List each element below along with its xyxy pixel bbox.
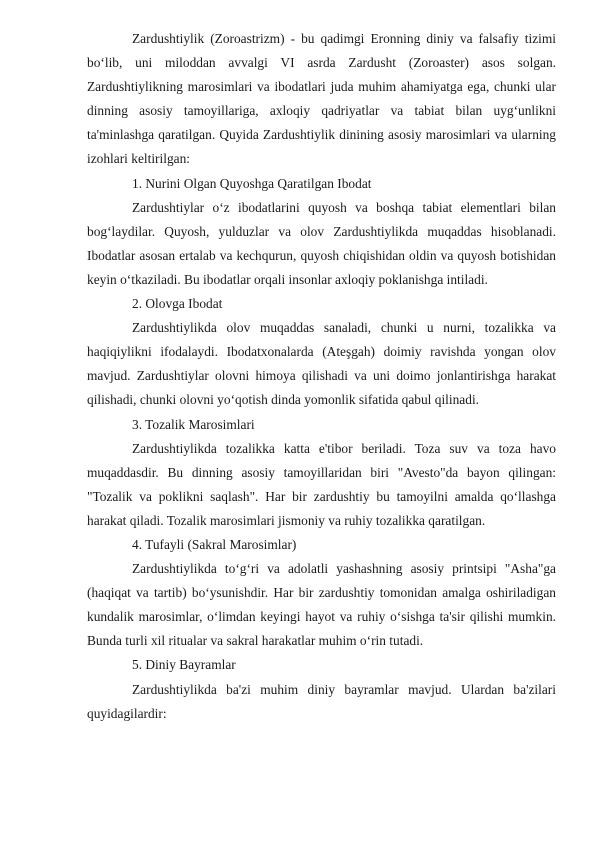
section-2-paragraph: Zardushtiylikda olov muqaddas sanaladi, chunki u nurni, tozalikka va haqiqiylikni ifodalaydi. Ibodatxonalarda (Ateşgah) doimiy ravishda yongan olov mavjud. Zardushtiylar olovni himoya qilishadi va uni doimo jonlantirishga harakat qilishadi, chunki olovni yo‘qotish dinda yomonlik sifatida qabul qilinadi. [87, 320, 556, 408]
document-body [87, 27, 556, 726]
section-5-heading: 5. Diniy Bayramlar [132, 657, 236, 673]
section-1-heading: 1. Nurini Olgan Quyoshga Qaratilgan Ibodat [132, 175, 372, 191]
section-3-heading: 3. Tozalik Marosimlari [132, 416, 255, 432]
section-1-paragraph: Zardushtiylar o‘z ibodatlarini quyosh va boshqa tabiat elementlari bilan bog‘laydilar. Quyosh, yulduzlar va olov Zardushtiylikda muqaddas hisoblanadi. Ibodatlar asosan ertalab va kechqurun, quyosh chiqishidan oldin va quyosh botishidan keyin o‘tkaziladi. Bu ibodatlar orqali insonlar axloqiy poklanishga intiladi. [87, 199, 556, 287]
intro-paragraph: Zardushtiylik (Zoroastrizm) - bu qadimgi Eronning diniy va falsafiy tizimi bo‘lib, uni miloddan avvalgi VI asrda Zardusht (Zoroaster) asos solgan. Zardushtiylikning marosimlari va ibodatlari juda muhim ahamiyatga ega, chunki ular dinning asosiy tamoyillariga, axloqiy qadriyatlar va tabiat bilan uyg‘unlikni ta'minlashga qaratilgan. Quyida Zardushtiylik dinining asosiy marosimlari va ularning izohlari keltirilgan: [87, 31, 556, 167]
section-4-paragraph: Zardushtiylikda to‘g‘ri va adolatli yashashning asosiy printsipi "Asha"ga (haqiqat va tartib) bo‘ysunishdir. Har bir zardushtiy tomonidan amalga oshiriladigan kundalik marosimlar, o‘limdan keyingi hayot va ruhiy o‘sishga ta'sir qilishi mumkin. Bunda turli xil ritualar va sakral harakatlar muhim o‘rin tutadi. [87, 561, 556, 649]
section-5-paragraph: Zardushtiylikda ba'zi muhim diniy bayramlar mavjud. Ulardan ba'zilari quyidagilardir: [87, 681, 556, 721]
section-2-heading: 2. Olovga Ibodat [132, 296, 223, 312]
section-3-paragraph: Zardushtiylikda tozalikka katta e'tibor beriladi. Toza suv va toza havo muqaddasdir. Bu dinning asosiy tamoyillaridan biri "Avesto"da bayon qilingan: "Tozalik va poklikni saqlash". Har bir zardushtiy bu tamoyilni amalda qo‘llashga harakat qiladi. Tozalik marosimlari jismoniy va ruhiy tozalikka qaratilgan. [87, 440, 556, 528]
section-4-heading: 4. Tufayli (Sakral Marosimlar) [132, 536, 297, 552]
